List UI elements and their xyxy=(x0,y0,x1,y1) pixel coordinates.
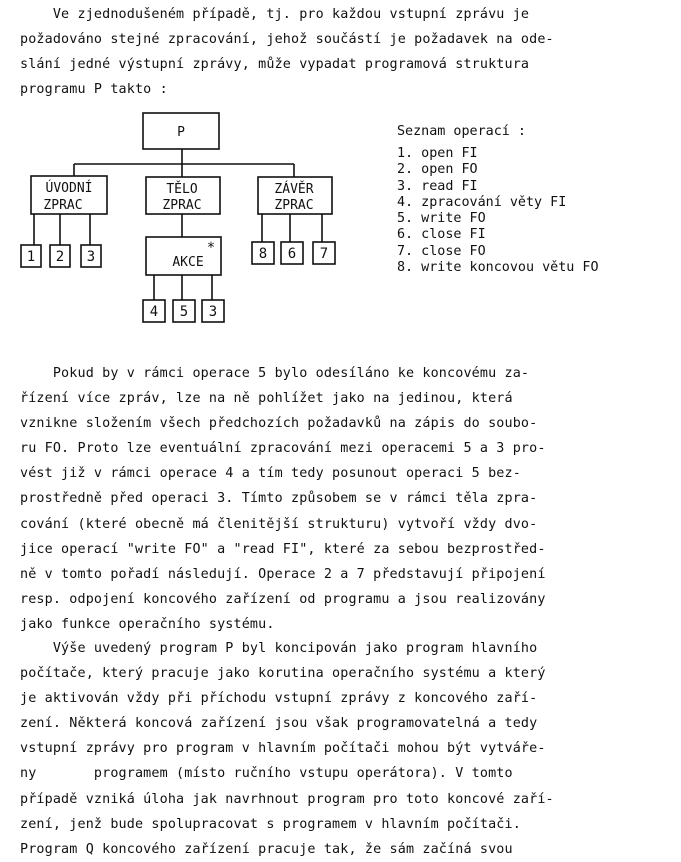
op-label: 7 xyxy=(319,246,329,262)
operation-item: 8. write koncovou větu FO xyxy=(397,260,599,276)
text-line: Ve zjednodušeném případě, tj. pro každou vstupní zprávu je xyxy=(20,7,530,22)
text-line: vstupní zprávy pro program v hlavním počítači mohou být vytváře- xyxy=(20,741,546,757)
text-line: případě vzniká úloha jak navrhnout program pro toto koncové zaří- xyxy=(20,791,554,807)
operation-item: 1. open FI xyxy=(397,146,478,161)
text-line: zení. Některá koncová zařízení jsou však programovatelná a tedy xyxy=(20,716,538,732)
text-line: resp. odpojení koncového zařízení od programu a jsou realizovány xyxy=(20,591,546,607)
body-paragraph-2 xyxy=(20,636,665,862)
text-line: programu P takto : xyxy=(20,82,168,98)
operation-item: 5. write FO xyxy=(397,211,486,227)
operation-item: 6. close FI xyxy=(397,227,486,243)
op-label: 3 xyxy=(208,304,218,320)
iteration-mark: * xyxy=(206,240,216,256)
akce-label: AKCE xyxy=(172,255,204,270)
telo-label-line1: TĚLO xyxy=(166,182,198,197)
operations-heading: Seznam operací : xyxy=(397,124,526,139)
uvodni-label-line2: ZPRAC xyxy=(43,198,83,213)
op-label: 1 xyxy=(26,249,36,265)
text-line: cování (které obecně má členitější strukturu) vytvoří vždy dvo- xyxy=(20,516,538,532)
text-line: požadováno stejné zpracování, jehož součástí je požadavek na ode- xyxy=(20,32,554,48)
op-label: 2 xyxy=(55,249,65,265)
operation-item: 2. open FO xyxy=(397,162,478,178)
telo-label-line2: ZPRAC xyxy=(162,198,202,213)
op-label: 6 xyxy=(287,246,297,262)
op-label: 5 xyxy=(179,304,189,320)
body-paragraph-1 xyxy=(20,361,665,637)
text-line: zení, jenž bude spolupracovat s programem v hlavním počítači. xyxy=(20,816,521,832)
text-line: prostředně před operaci 3. Tímto způsobem se v rámci těla zpra- xyxy=(20,491,538,507)
op-label: 8 xyxy=(258,246,268,262)
operation-item: 3. read FI xyxy=(397,178,478,194)
text-line: slání jedné výstupní zprávy, může vypadat programová struktura xyxy=(20,57,530,73)
text-line: jako funkce operačního systému. xyxy=(20,616,275,632)
uvodni-label-line1: ÚVODNÍ xyxy=(45,181,93,196)
text-line: vést již v rámci operace 4 a tím tedy posunout operaci 5 bez- xyxy=(20,466,521,482)
text-line: ny programem (místo ručního vstupu operátora). V tomto xyxy=(20,766,513,782)
zaver-label-line1: ZÁVĚR xyxy=(274,182,314,197)
text-line: ru FO. Proto lze eventuální zpracování mezi operacemi 5 a 3 pro- xyxy=(20,441,546,457)
intro-paragraph xyxy=(20,2,665,102)
text-line: ně v tomto pořadí následují. Operace 2 a 7 představují připojení xyxy=(20,566,546,582)
text-line: je aktivován vždy při příchodu vstupní zprávy z koncového zaří- xyxy=(20,691,538,707)
operation-item: 4. zpracování věty FI xyxy=(397,194,567,210)
zaver-label-line2: ZPRAC xyxy=(274,198,314,213)
program-structure-diagram xyxy=(0,100,380,340)
text-line: Pokud by v rámci operace 5 bylo odesíláno ke koncovému za- xyxy=(20,366,530,381)
text-line: počítače, který pracuje jako korutina operačního systému a který xyxy=(20,666,546,682)
text-line: jice operací "write FO" a "read FI", které za sebou bezprostřed- xyxy=(20,541,546,557)
text-line: Výše uvedený program P byl koncipován jako program hlavního xyxy=(20,641,538,656)
text-line: vznikne složením všech předchozích požadavků na zápis do soubo- xyxy=(20,416,538,432)
op-label: 4 xyxy=(149,304,159,320)
text-line: řízení více zpráv, lze na ně pohlížet jako na jedinou, která xyxy=(20,391,513,407)
operation-item: 7. close FO xyxy=(397,243,486,259)
text-line: Program Q koncového zařízení pracuje tak, že sám začíná svou xyxy=(20,841,513,857)
root-label: P xyxy=(177,125,185,140)
operations-list xyxy=(397,118,599,276)
op-label: 3 xyxy=(86,249,96,265)
